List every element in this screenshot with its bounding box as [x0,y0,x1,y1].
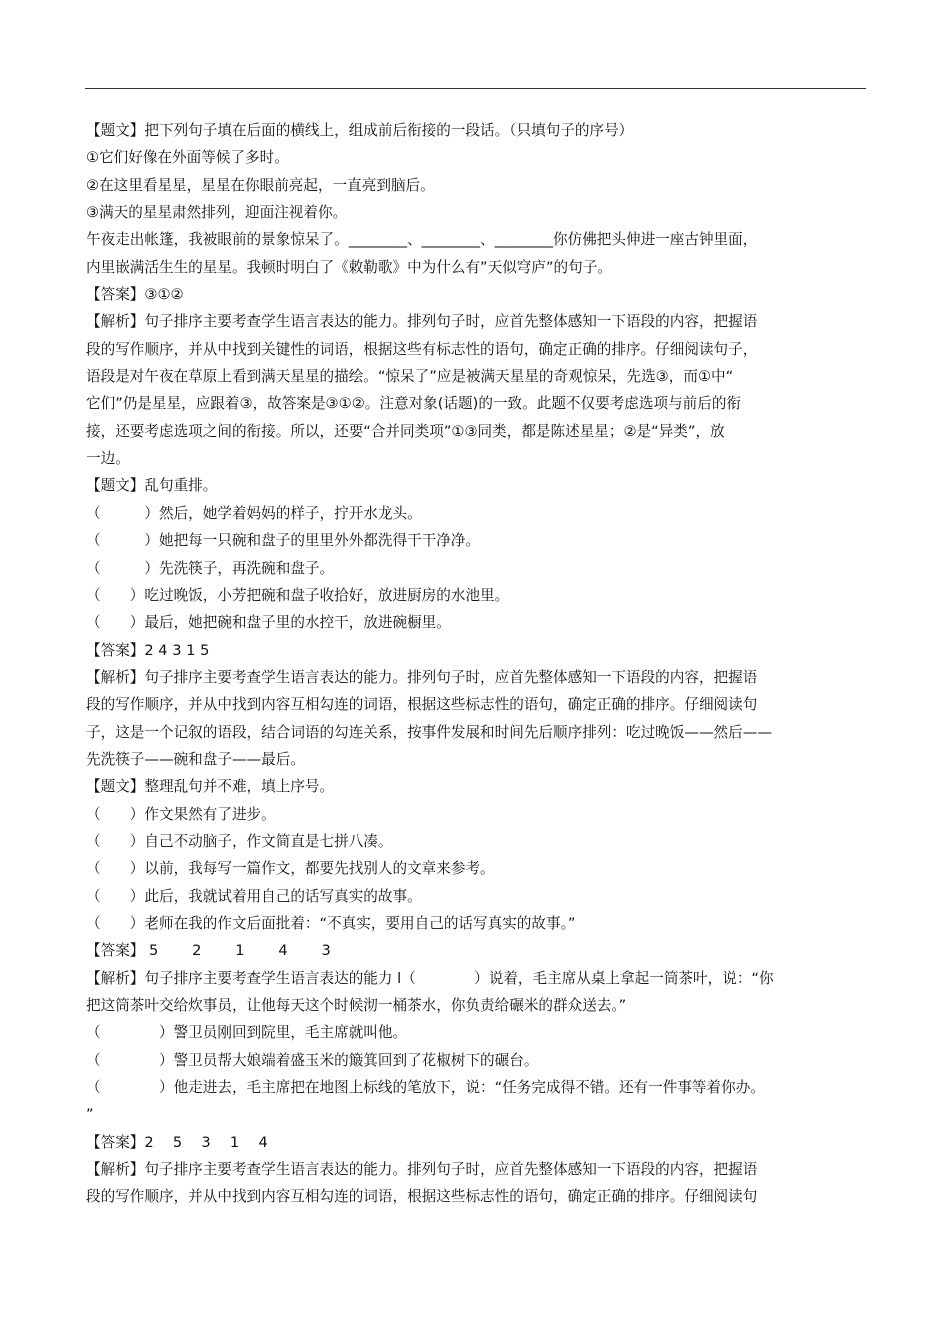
text-line: 语段是对午夜在草原上看到满天星星的描绘。“惊呆了”应是被满天星星的奇观惊呆，先选③，而①中“ [86,368,734,386]
text-line: 【答案】 5 2 1 4 3 [86,942,331,960]
text-line: ②在这里看星星，星星在你眼前亮起，一直亮到脑后。 [86,176,435,194]
text-line: （ ）老师在我的作文后面批着：“不真实，要用自己的话写真实的故事。” [86,914,576,932]
text-line: 接，还要考虑选项之间的衔接。所以，还要“合并同类项”①③同类，都是陈述星星；②是“异类”，放 [86,422,725,440]
text-line: 它们”仍是星星，应跟着③，故答案是③①②。注意对象(话题)的一致。此题不仅要考虑选项与前后的衔 [86,395,742,413]
text-line: 一边。 [86,450,130,468]
text-line: 【解析】句子排序主要考查学生语言表达的能力。排列句子时，应首先整体感知一下语段的内容，把握语 [86,313,758,331]
text-line: 先洗筷子——碗和盘子——最后。 [86,750,305,768]
text-line: （ ）以前，我每写一篇作文，都要先找别人的文章来参考。 [86,860,495,878]
text-line: 【答案】2 4 3 1 5 [86,641,210,659]
text-line: （ ）警卫员刚回到院里，毛主席就叫他。 [86,1024,408,1042]
text-line: 段的写作顺序，并从中找到内容互相勾连的词语，根据这些标志性的语句，确定正确的排序。仔细阅读句 [86,1188,758,1206]
text-line: 【解析】句子排序主要考查学生语言表达的能力。排列句子时，应首先整体感知一下语段的内容，把握语 [86,1161,758,1179]
text-line: （ ）警卫员帮大娘端着盛玉米的簸箕回到了花椒树下的碾台。 [86,1051,539,1069]
text-line: 【题文】乱句重排。 [86,477,218,495]
text-line: （ ）作文果然有了进步。 [86,805,276,823]
text-line: 午夜走出帐篷，我被眼前的景象惊呆了。________、________、________你仿佛把头伸进一座古钟里面， [86,231,758,249]
text-line: 段的写作顺序，并从中找到内容互相勾连的词语，根据这些标志性的语句，确定正确的排序。仔细阅读句 [86,696,758,714]
text-line: （ ）然后，她学着妈妈的样子，拧开水龙头。 [86,504,422,522]
text-line: 【答案】2 5 3 1 4 [86,1133,268,1151]
text-line: 把这筒茶叶交给炊事员，让他每天这个时候沏一桶茶水，你负责给碾米的群众送去。” [86,997,627,1014]
text-line: 【答案】③①② [86,286,184,304]
text-line: 【题文】整理乱句并不难，填上序号。 [86,778,335,796]
text-line: 内里嵌满活生生的星星。我顿时明白了《敕勒歌》中为什么有”天似穹庐”的句子。 [86,258,612,276]
text-line: （ ）自己不动脑子，作文简直是七拼八凑。 [86,832,393,850]
text-line: 子，这是一个记叙的语段，结合词语的勾连关系，按事件发展和时间先后顺序排列：吃过晚饭——然后—— [86,723,772,741]
text-line: 【解析】句子排序主要考查学生语言表达的能力。排列句子时，应首先整体感知一下语段的内容，把握语 [86,668,758,686]
text-line: （ ）最后，她把碗和盘子里的水控干，放进碗橱里。 [86,614,451,632]
text-line: ③满天的星星肃然排列，迎面注视着你。 [86,204,348,222]
text-line: ①它们好像在外面等候了多时。 [86,149,289,167]
text-line: 【解析】句子排序主要考查学生语言表达的能力 l（ ）说着，毛主席从桌上拿起一筒茶叶，说：“你 [86,969,774,987]
document-body [86,117,870,1211]
text-line: （ ）他走进去，毛主席把在地图上标线的笔放下，说：“任务完成得不错。还有一件事等着你办。 [86,1079,765,1097]
text-line: 段的写作顺序，并从中找到关键性的词语，根据这些有标志性的语句，确定正确的排序。仔细阅读句子， [86,340,758,358]
text-line: 【题文】把下列句子填在后面的横线上，组成前后衔接的一段话。（只填句子的序号） [86,122,634,139]
text-line: ” [86,1106,94,1124]
text-line: （ ）先洗筷子，再洗碗和盘子。 [86,559,335,577]
text-line: （ ）吃过晚饭，小芳把碗和盘子收拾好，放进厨房的水池里。 [86,586,510,604]
text-line: （ ）她把每一只碗和盘子的里里外外都洗得干干净净。 [86,532,481,550]
header-rule [85,88,866,89]
text-line: （ ）此后，我就试着用自己的话写真实的故事。 [86,887,422,905]
